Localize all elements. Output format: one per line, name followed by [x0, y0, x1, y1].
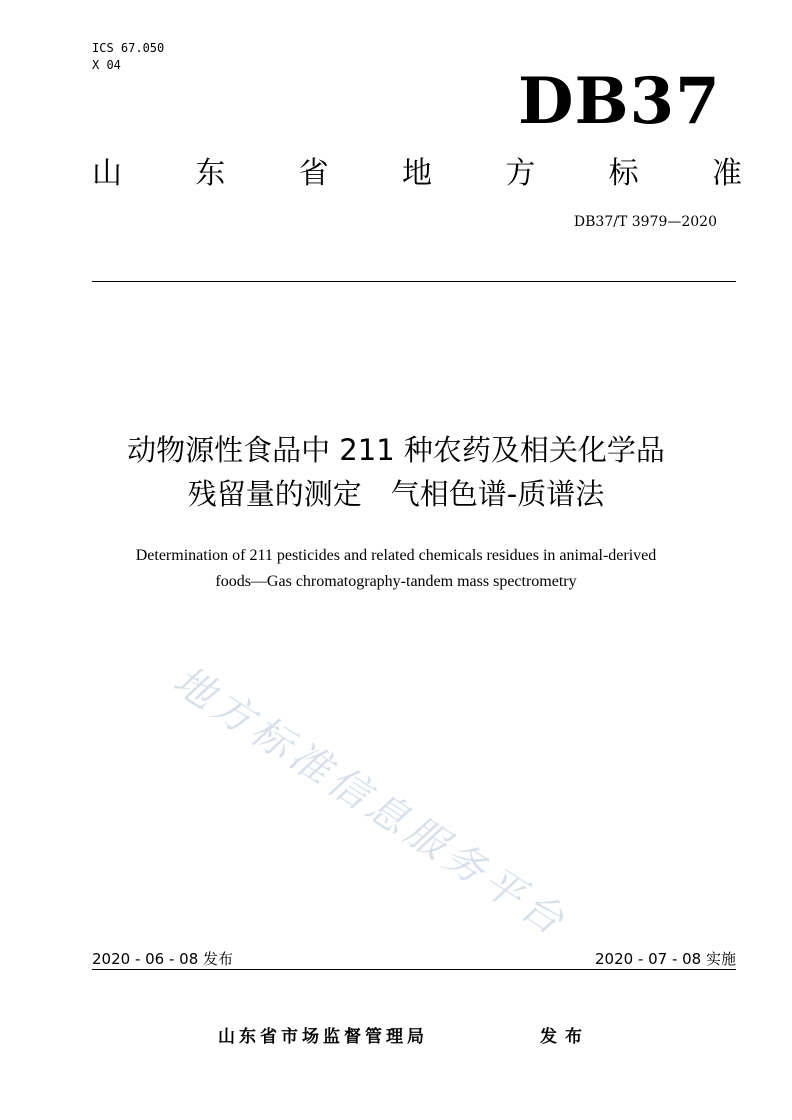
issue-label: 发布 — [540, 1027, 590, 1047]
english-title-line: Determination of 211 pesticides and related chemicals residues in animal-derived — [135, 547, 657, 564]
issue-date: 2020 - 06 - 08 发布 — [92, 950, 234, 968]
chinese-title-line: 残留量的测定 气相色谱-质谱法 — [187, 477, 605, 511]
standard-logo: DB37 — [518, 64, 721, 139]
standard-type-char: 山 — [92, 156, 122, 191]
implementation-date: 2020 - 07 - 08 实施 — [594, 950, 736, 968]
english-title — [60, 543, 732, 595]
standard-number: DB37/T 3979—2020 — [573, 214, 717, 230]
standard-type-char: 准 — [711, 156, 742, 191]
standard-type-char: 东 — [195, 156, 226, 191]
watermark: 地方标准信息服务平台 — [165, 657, 576, 947]
chinese-title-line: 动物源性食品中 211 种农药及相关化学品 — [127, 433, 665, 467]
standard-type-char: 地 — [401, 156, 432, 191]
footer-divider — [92, 969, 736, 970]
ics-code: ICS 67.050 — [92, 41, 165, 55]
standard-type-char: 省 — [298, 156, 329, 191]
standard-type — [92, 154, 742, 194]
chinese-title — [60, 428, 732, 516]
issuing-authority: 山东省市场监督管理局 — [218, 1027, 428, 1047]
ccs-code: X 04 — [92, 58, 121, 72]
header-divider — [92, 281, 736, 282]
english-title-line: foods—Gas chromatography-tandem mass spectrometry — [215, 573, 577, 590]
classification-codes — [92, 40, 164, 74]
standard-type-char: 标 — [608, 156, 639, 191]
standard-type-char: 方 — [505, 156, 536, 191]
